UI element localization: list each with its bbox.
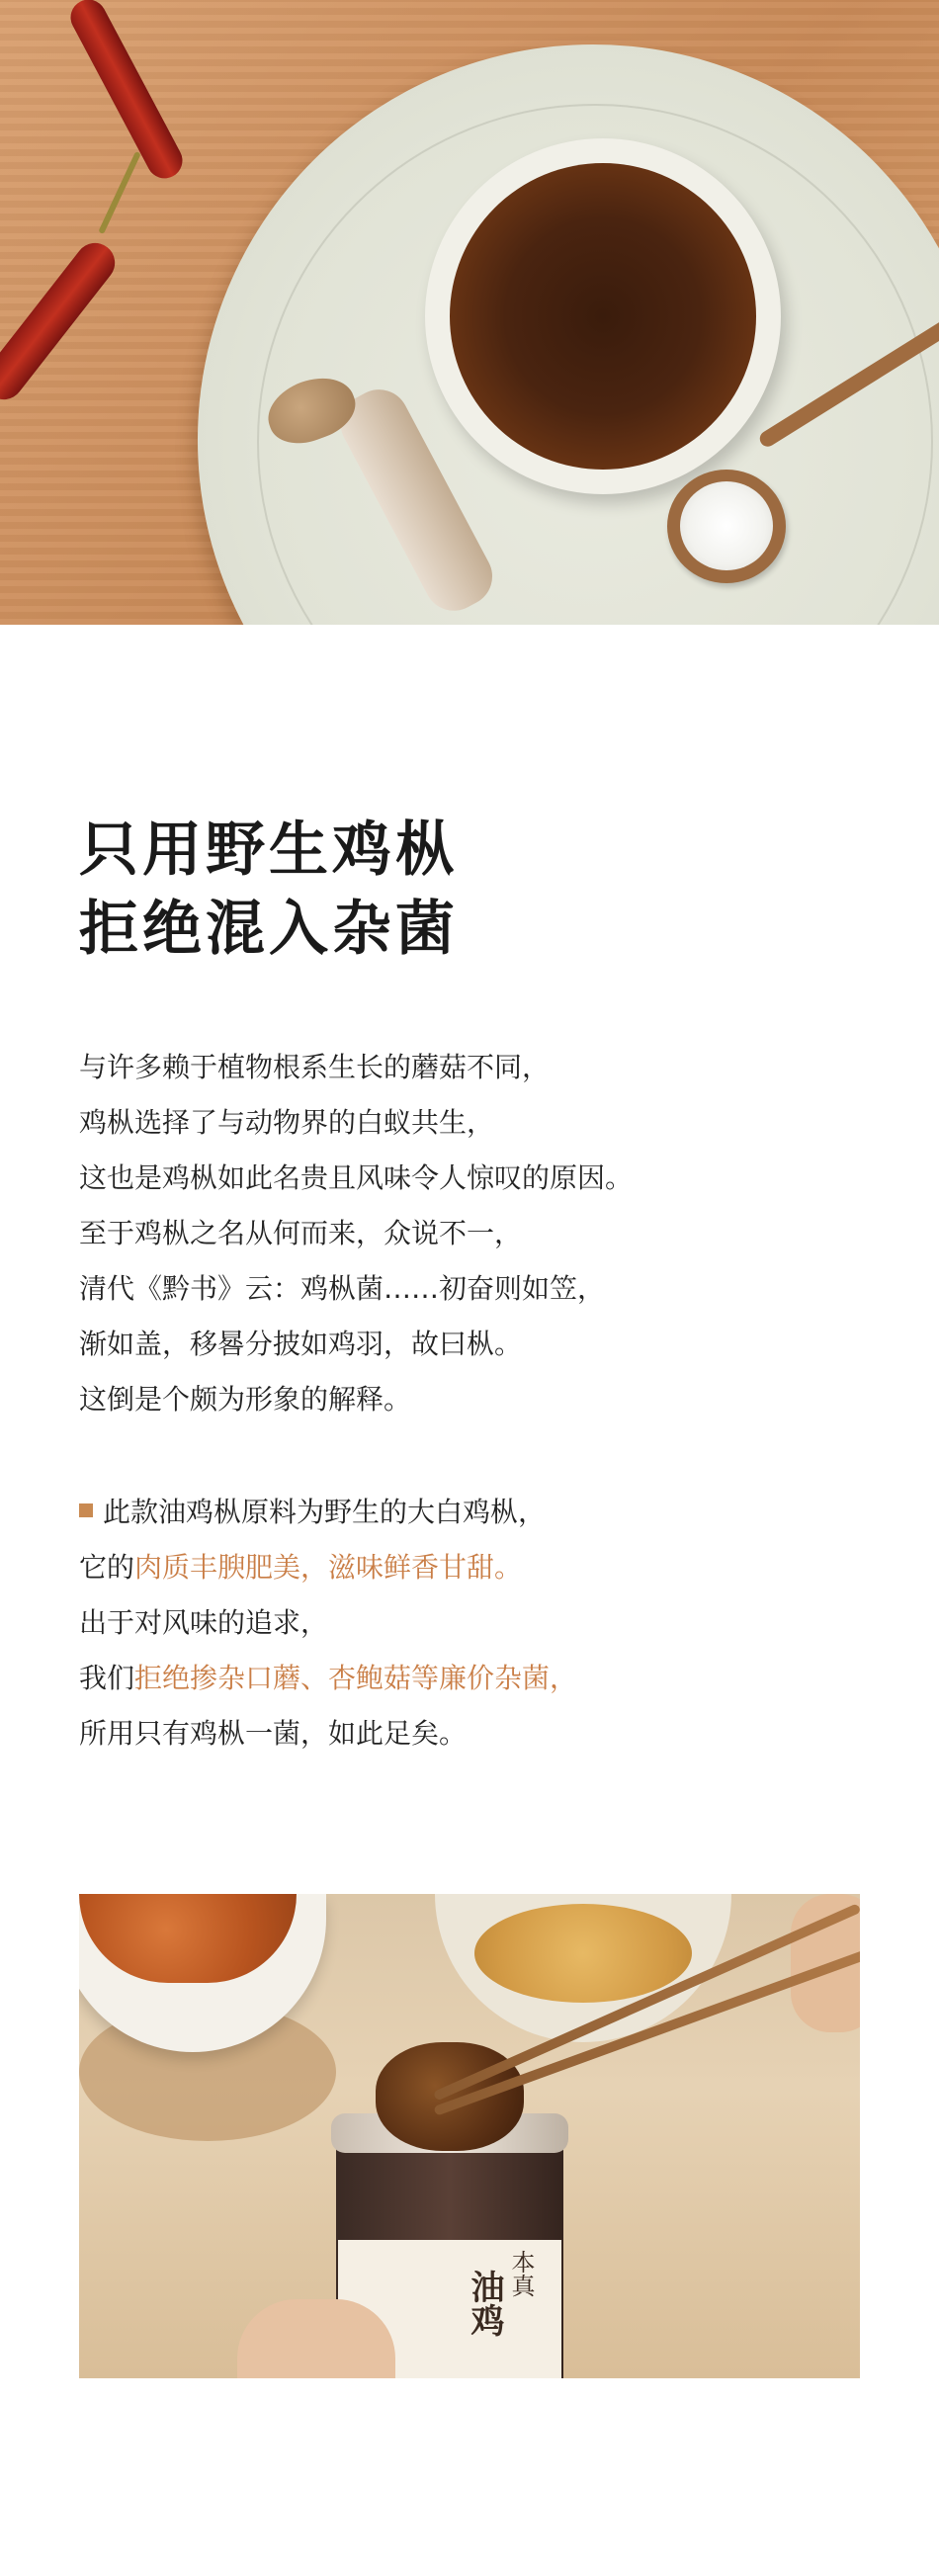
highlight-text: 肉质丰腴肥美，滋味鲜香甘甜。	[134, 1551, 523, 1584]
intro-line: 渐如盖，移晷分披如鸡羽，故曰枞。	[79, 1328, 523, 1360]
hero-photo	[0, 0, 939, 625]
headline-line-1: 只用野生鸡枞	[79, 816, 459, 885]
intro-line: 鸡枞选择了与动物界的白蚁共生，	[79, 1106, 495, 1139]
intro-line: 这倒是个颇为形象的解释。	[79, 1383, 412, 1416]
jar-label-main-text: 油鸡	[465, 2270, 504, 2337]
intro-line: 这也是鸡枞如此名贵且风味令人惊叹的原因。	[79, 1161, 634, 1194]
headline-line-2: 拒绝混入杂菌	[79, 895, 459, 964]
intro-line: 清代《黔书》云：鸡枞菌……初奋则如笠，	[79, 1272, 606, 1305]
product-line-text: 我们	[79, 1662, 135, 1694]
hand	[237, 2299, 395, 2378]
salt	[680, 481, 773, 570]
intro-line: 与许多赖于植物根系生长的蘑菇不同，	[79, 1051, 551, 1083]
mushroom-pinch	[376, 2042, 524, 2151]
side-dish	[474, 1904, 692, 2003]
product-line	[79, 1540, 870, 1595]
product-line: 所用只有鸡枞一菌，如此足矣。	[79, 1717, 468, 1750]
highlight-text: 拒绝掺杂口蘑、杏鲍菇等廉价杂菌，	[134, 1662, 578, 1694]
product-paragraph	[79, 1485, 870, 1761]
product-line: 出于对风味的追求，	[79, 1606, 329, 1639]
oil-mushroom-in-bowl	[450, 163, 756, 470]
product-line-text: 它的	[79, 1551, 135, 1584]
product-line-text: 此款油鸡枞原料为野生的大白鸡枞，	[103, 1496, 547, 1528]
intro-paragraph	[79, 1040, 870, 1427]
bullet-icon	[79, 1503, 93, 1517]
product-photo	[79, 1894, 860, 2378]
jar-label-sub-text: 本真	[507, 2250, 535, 2297]
headline	[79, 811, 459, 969]
product-line	[79, 1651, 870, 1706]
intro-line: 至于鸡枞之名从何而来，众说不一，	[79, 1217, 523, 1249]
product-line	[79, 1485, 870, 1540]
